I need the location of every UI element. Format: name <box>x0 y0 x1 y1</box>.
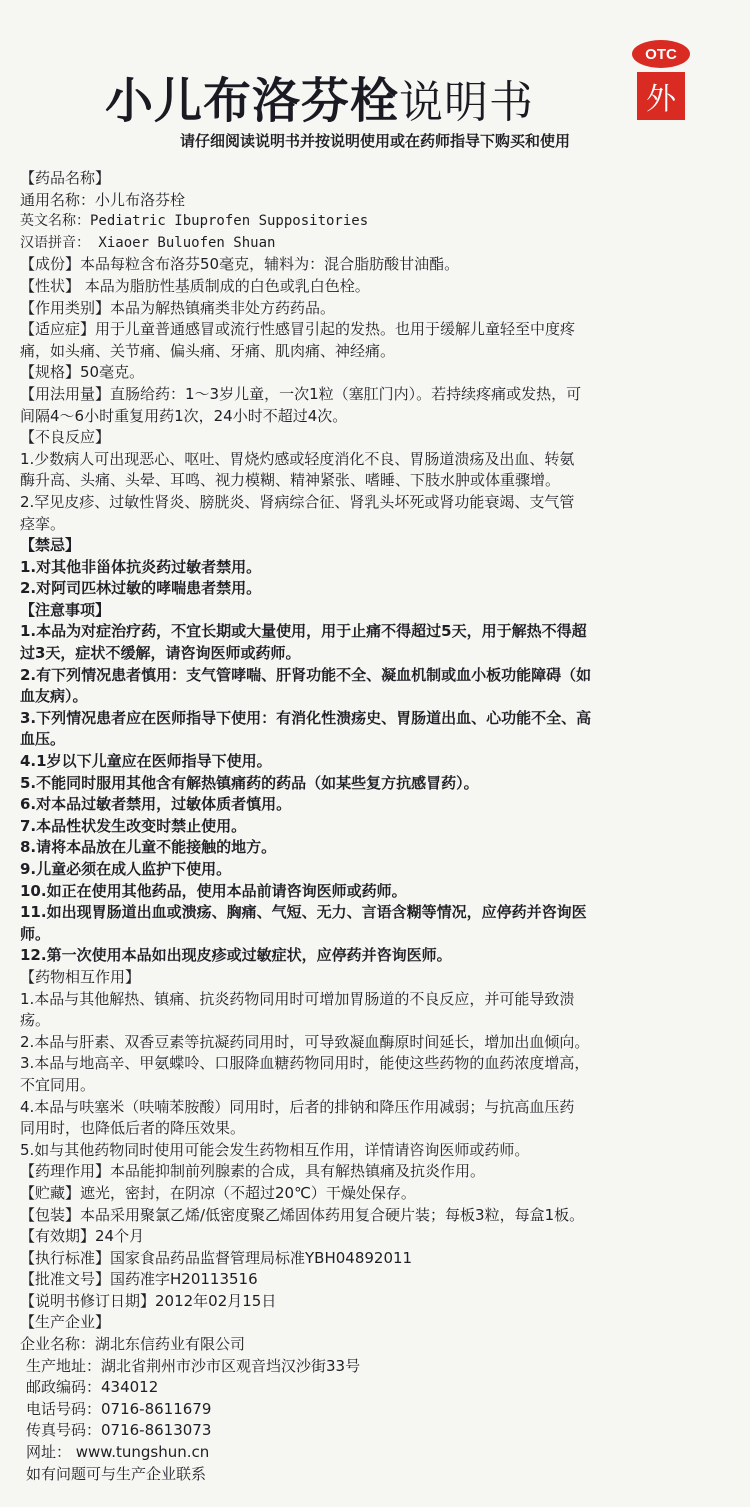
website-line: 如有问题可与生产企业联系 <box>26 1464 207 1483</box>
text-line: 网址： www.tungshun.cn <box>26 1443 210 1462</box>
text-line: 生产地址：湖北省荆州市沙市区观音垱汉沙街33号 <box>26 1356 361 1375</box>
text-line: 【适应症】用于儿童普通感冒或流行性感冒引起的发热。也用于缓解儿童轻至中度疼 <box>20 320 576 339</box>
text-line: 【成份】本品每粒含布洛芬50毫克，辅料为：混合脂肪酸甘油酯。 <box>20 255 460 274</box>
title-main: 小儿布洛芬栓 <box>105 73 400 129</box>
text-line: 师。 <box>20 924 51 943</box>
text-line: 英文名称：Pediatric Ibuprofen Suppositories <box>20 213 369 230</box>
text-line: 4.本品与呋塞米（呋喃苯胺酸）同用时，后者的排钠和降压作用减弱；与抗高血压药 <box>20 1097 575 1116</box>
text-line: 痉挛。 <box>20 514 66 533</box>
text-line: 2.对阿司匹林过敏的哮喘患者禁用。 <box>20 579 262 598</box>
text-line <box>20 1485 730 1507</box>
text-line: 3.本品与地高辛、甲氨蝶呤、口服降血糖药物同用时，能使这些药物的血药浓度增高， <box>20 1054 590 1073</box>
text-line: 【不良反应】 <box>20 428 111 447</box>
body-text <box>20 168 730 1507</box>
text-line: 7.本品性状发生改变时禁止使用。 <box>20 816 247 835</box>
text-line: 【作用类别】本品为解热镇痛类非处方药药品。 <box>20 298 336 317</box>
text-line: 8.请将本品放在儿童不能接触的地方。 <box>20 838 277 857</box>
text-line: 【有效期】24个月 <box>20 1227 145 1246</box>
text-line: 【规格】50毫克。 <box>20 363 145 382</box>
text-line: 疡。 <box>20 1011 51 1030</box>
text-line: 电话号码：0716-8611679 <box>26 1399 212 1418</box>
text-line: 12.第一次使用本品如出现皮疹或过敏症状，应停药并咨询医师。 <box>20 946 452 965</box>
text-line: 痛，如头痛、关节痛、偏头痛、牙痛、肌肉痛、神经痛。 <box>20 341 396 360</box>
text-line: 2.本品与肝素、双香豆素等抗凝药同用时，可导致凝血酶原时间延长，增加出血倾向。 <box>20 1032 590 1051</box>
text-line: 1.本品为对症治疗药，不宜长期或大量使用，用于止痛不得超过5天，用于解热不得超 <box>20 622 587 641</box>
text-line: 不宜同用。 <box>20 1075 96 1094</box>
text-line: 血友病）。 <box>20 687 88 706</box>
text-line: 【注意事项】 <box>20 600 111 619</box>
title-suffix: 说明书 <box>399 77 535 128</box>
text-line: 【说明书修订日期】2012年02月15日 <box>20 1291 277 1310</box>
text-line: 酶升高、头痛、头晕、耳鸣、视力模糊、精神紧张、嗜睡、下肢水肿或体重骤增。 <box>20 471 561 490</box>
external-use-badge: 外 <box>637 72 685 120</box>
text-line: 【批准文号】国药准字H20113516 <box>20 1270 258 1289</box>
text-line: 【生产企业】 <box>20 1313 111 1332</box>
text-line: 10.如正在使用其他药品，使用本品前请咨询医师或药师。 <box>20 881 407 900</box>
text-line: 过3天，症状不缓解，请咨询医师或药师。 <box>20 644 301 663</box>
text-line: 【性状】 本品为脂肪性基质制成的白色或乳白色栓。 <box>20 276 370 295</box>
text-line: 5.不能同时服用其他含有解热镇痛药的药品（如某些复方抗感冒药）。 <box>20 773 479 792</box>
otc-badge: OTC <box>632 40 690 68</box>
text-line: 【贮藏】遮光，密封，在阴凉（不超过20℃）干燥处保存。 <box>20 1183 416 1202</box>
text-line: 9.儿童必须在成人监护下使用。 <box>20 860 232 878</box>
text-line: 【药理作用】本品能抑制前列腺素的合成，具有解热镇痛及抗炎作用。 <box>20 1162 486 1181</box>
text-line: 【执行标准】国家食品药品监督管理局标准YBH04892011 <box>20 1248 413 1267</box>
text-line: 通用名称：小儿布洛芬栓 <box>20 190 186 209</box>
text-line: 1.少数病人可出现恶心、呕吐、胃烧灼感或轻度消化不良、胃肠道溃疡及出血、转氨 <box>20 449 575 468</box>
text-line: 同用时，也降低后者的降压效果。 <box>20 1119 246 1138</box>
text-line: 3.下列情况患者应在医师指导下使用：有消化性溃疡史、胃肠道出血、心功能不全、高 <box>20 708 592 727</box>
text-line: 4.1岁以下儿童应在医师指导下使用。 <box>20 752 272 771</box>
text-line: 5.如与其他药物同时使用可能会发生药物相互作用，详情请咨询医师或药师。 <box>20 1140 530 1159</box>
text-line: 【禁忌】 <box>20 536 81 555</box>
text-line: 2.罕见皮疹、过敏性肾炎、膀胱炎、肾病综合征、肾乳头坏死或肾功能衰竭、支气管 <box>20 492 575 511</box>
text-line: 间隔4～6小时重复用药1次，24小时不超过4次。 <box>20 406 348 425</box>
text-line: 【药品名称】 <box>20 169 111 187</box>
text-line: 6.对本品过敏者禁用，过敏体质者慎用。 <box>20 795 292 814</box>
text-line: 【包装】本品采用聚氯乙烯/低密度聚乙烯固体药用复合硬片装；每板3粒，每盒1板。 <box>20 1205 585 1224</box>
text-line: 1.对其他非甾体抗炎药过敏者禁用。 <box>20 557 262 576</box>
text-line: 企业名称：湖北东信药业有限公司 <box>20 1335 246 1354</box>
page-title <box>105 62 625 131</box>
subtitle: 请仔细阅读说明书并按说明使用或在药师指导下购买和使用 <box>179 132 570 150</box>
text-line: 血压。 <box>20 730 66 749</box>
text-line: 【药物相互作用】 <box>20 967 141 986</box>
text-line: 传真号码：0716-8613073 <box>26 1421 212 1440</box>
text-line: 【用法用量】直肠给药：1～3岁儿童，一次1粒（塞肛门内）。若持续疼痛或发热，可 <box>20 384 582 403</box>
text-line: 2.有下列情况患者慎用：支气管哮喘、肝肾功能不全、凝血机制或血小板功能障碍（如 <box>20 665 592 684</box>
text-line: 汉语拼音： Xiaoer Buluofen Shuan <box>20 234 276 251</box>
text-line: 邮政编码：434012 <box>26 1378 159 1397</box>
text-line: 11.如出现胃肠道出血或溃疡、胸痛、气短、无力、言语含糊等情况，应停药并咨询医 <box>20 903 587 922</box>
text-line: 1.本品与其他解热、镇痛、抗炎药物同用时可增加胃肠道的不良反应，并可能导致溃 <box>20 989 575 1008</box>
